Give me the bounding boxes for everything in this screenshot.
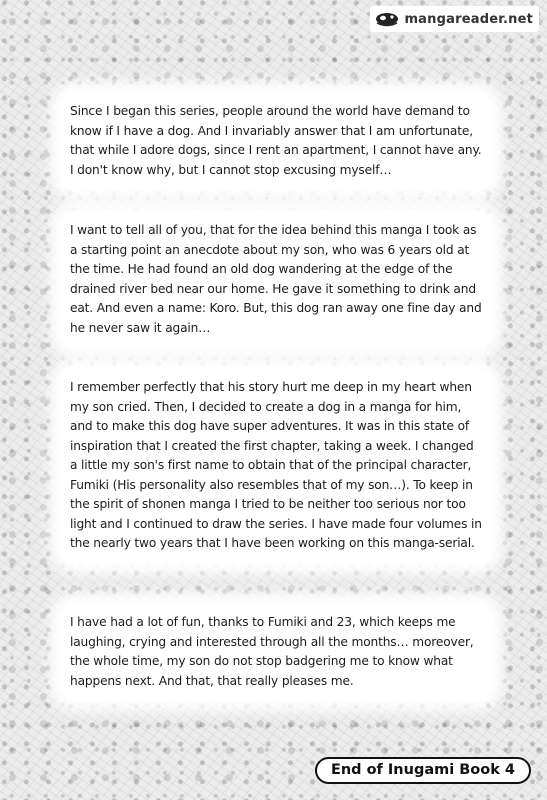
paragraph-3: I remember perfectly that his story hurt me deep in my heart when my son cried. Then, I decided to create a dog in a manga for him, and to make this dog have super adventures. It was in this state of inspiration that I created the first chapter, taking a week. I changed a little my son's first name to obtain that of the principal character, Fumiki (His personality also resembles that of my son…). To keep in the spirit of shonen manga I tried to be neither too serious nor too light and I continued to draw the series. I have made four volumes in the nearly two years that I have been working on this manga-serial. [60, 368, 492, 564]
mangareader-logo-icon [374, 10, 400, 28]
watermark-text: mangareader.net [404, 11, 533, 27]
paragraph-4: I have had a lot of fun, thanks to Fumiki and 23, which keeps me laughing, crying and interested through all the months… moreover, the whole time, my son do not stop badgering me to know what happens next. And that, that really pleases me. [60, 603, 492, 701]
site-watermark [370, 6, 539, 32]
end-of-book-label: End of Inugami Book 4 [315, 757, 531, 784]
paragraph-2: I want to tell all of you, that for the idea behind this manga I took as a starting point an anecdote about my son, who was 6 years old at the time. He had found an old dog wandering at the edge of the drained river bed near our home. He gave it something to drink and eat. And even a name: Koro. But, this dog ran away one fine day and he never saw it again… [60, 211, 492, 348]
paragraph-1: Since I began this series, people around the world have demand to know if I have a dog. And I invariably answer that I am unfortunate, that while I adore dogs, since I rent an apartment, I cannot have any. I don't know why, but I cannot stop excusing myself… [60, 92, 492, 190]
